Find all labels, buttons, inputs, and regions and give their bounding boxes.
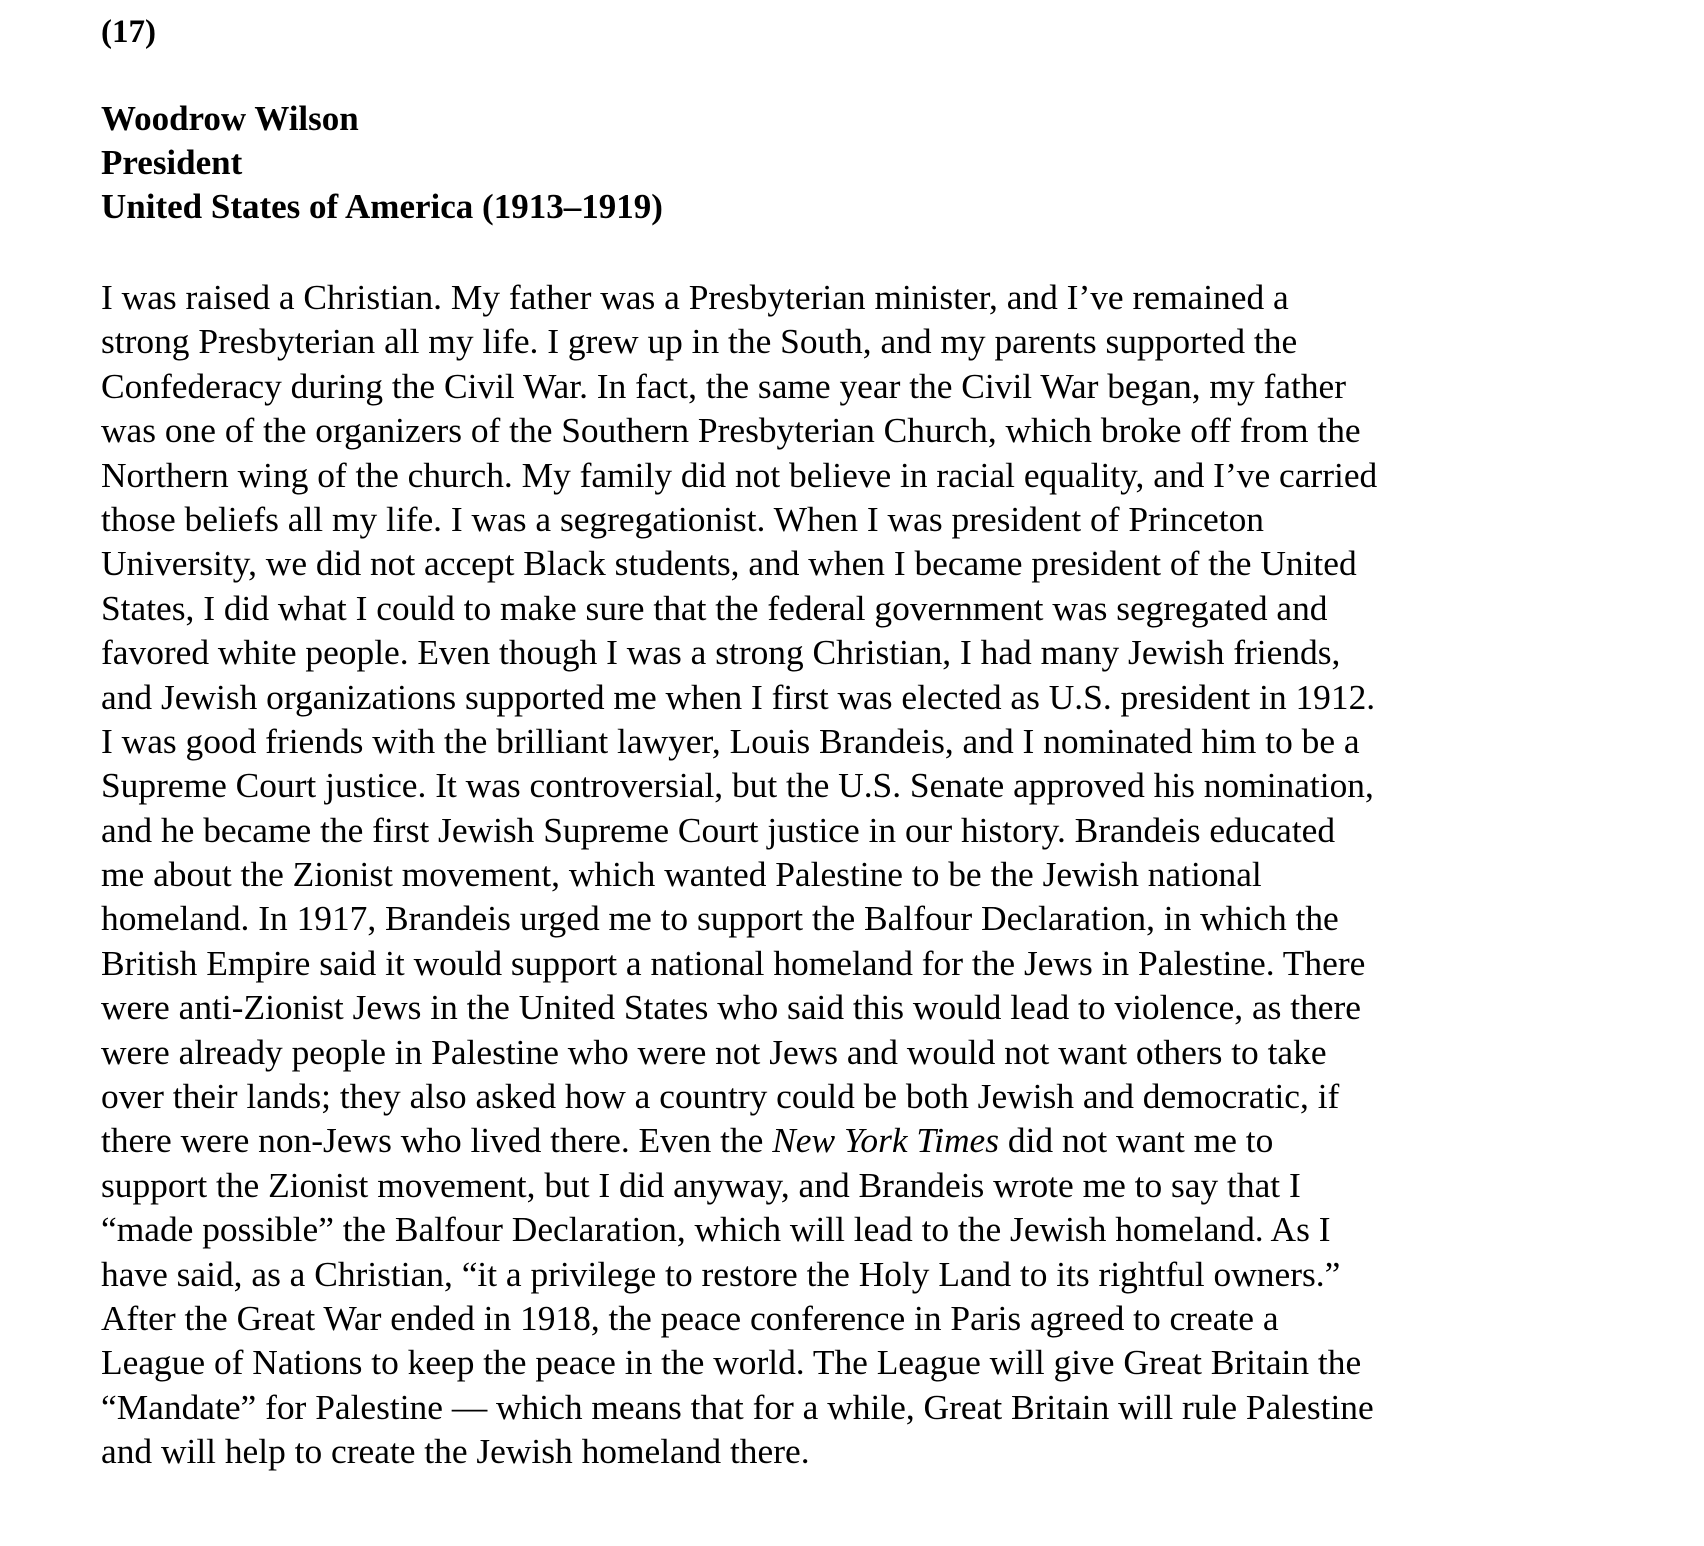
body-line: and will help to create the Jewish homeland there. [101,1431,810,1472]
body-line: “made possible” the Balfour Declaration, which will lead to the Jewish homeland. As I [101,1209,1331,1250]
body-line: States, I did what I could to make sure that the federal government was segregated and [101,587,1328,628]
body-line: over their lands; they also asked how a country could be both Jewish and democratic, if [101,1076,1340,1117]
body-line: have said, as a Christian, “it a privilege to restore the Holy Land to its rightful owners.” [101,1253,1341,1294]
body-line: Supreme Court justice. It was controversial, but the U.S. Senate approved his nomination, [101,765,1374,806]
speaker-heading [101,97,663,229]
body-line: were already people in Palestine who were not Jews and would not want others to take [101,1031,1327,1072]
body-line-segment: did not want me to [999,1120,1274,1161]
body-line: British Empire said it would support a national homeland for the Jews in Palestine. There [101,942,1366,983]
speaker-title: President [101,143,243,182]
body-line: those beliefs all my life. I was a segregationist. When I was president of Princeton [101,498,1264,539]
body-line: Confederacy during the Civil War. In fact, the same year the Civil War began, my father [101,365,1347,406]
body-line: support the Zionist movement, but I did anyway, and Brandeis wrote me to say that I [101,1164,1301,1205]
body-line: and Jewish organizations supported me when I first was elected as U.S. president in 1912. [101,676,1376,717]
body-line-with-italic [101,1118,1377,1162]
speaker-country: United States of America (1913–1919) [101,187,663,226]
body-paragraph [101,275,1377,1474]
body-line: Northern wing of the church. My family did not believe in racial equality, and I’ve carried [101,454,1378,495]
body-line: and he became the first Jewish Supreme Court justice in our history. Brandeis educated [101,809,1336,850]
body-line: University, we did not accept Black students, and when I became president of the United [101,543,1357,584]
newspaper-title: New York Times [772,1120,1000,1161]
body-line-segment: there were non-Jews who lived there. Even the [101,1120,773,1161]
body-line: I was good friends with the brilliant lawyer, Louis Brandeis, and I nominated him to be a [101,720,1360,761]
body-line: “Mandate” for Palestine — which means that for a while, Great Britain will rule Palestine [101,1386,1374,1427]
body-line: me about the Zionist movement, which wanted Palestine to be the Jewish national [101,854,1262,895]
body-line: favored white people. Even though I was a strong Christian, I had many Jewish friends, [101,632,1341,673]
body-line: strong Presbyterian all my life. I grew up in the South, and my parents supported the [101,321,1298,362]
body-line: After the Great War ended in 1918, the peace conference in Paris agreed to create a [101,1297,1279,1338]
body-line: was one of the organizers of the Southern Presbyterian Church, which broke off from the [101,410,1361,451]
body-line: I was raised a Christian. My father was a Presbyterian minister, and I’ve remained a [101,277,1289,317]
entry-number: (17) [101,14,156,50]
speaker-name: Woodrow Wilson [101,99,359,138]
body-line: League of Nations to keep the peace in the world. The League will give Great Britain the [101,1342,1362,1383]
body-line: homeland. In 1917, Brandeis urged me to support the Balfour Declaration, in which the [101,898,1339,939]
body-line: were anti-Zionist Jews in the United States who said this would lead to violence, as there [101,987,1362,1028]
